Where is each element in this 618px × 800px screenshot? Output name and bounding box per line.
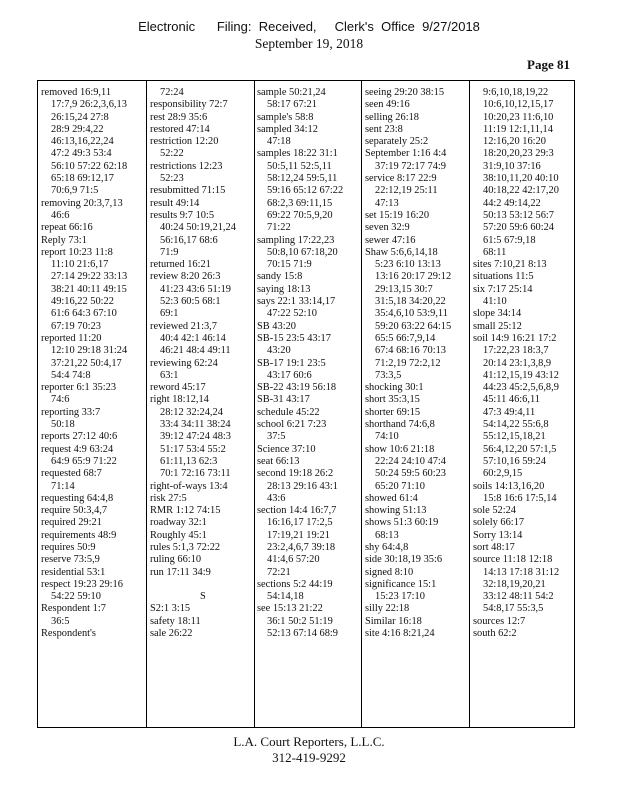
index-entry: safety 18:11 — [150, 615, 201, 627]
index-entry: reword 45:17 — [150, 382, 206, 394]
index-entry: says 22:1 33:14,17 — [257, 296, 336, 308]
index-entry-continuation: 15:8 16:6 17:5,14 — [483, 492, 557, 504]
index-entry-continuation: 31:5,18 34:20,22 — [375, 296, 446, 308]
index-entry: report 10:23 11:8 — [41, 246, 113, 258]
index-entry-continuation: 49:16,22 50:22 — [51, 296, 114, 308]
index-entry-continuation: 61:5 67:9,18 — [483, 234, 536, 246]
index-entry-continuation: 65:20 71:10 — [375, 480, 425, 492]
index-entry-continuation: 57:10,16 59:24 — [483, 455, 546, 467]
index-entry-continuation: 40:24 50:19,21,24 — [160, 222, 236, 234]
index-entry: requirements 48:9 — [41, 529, 117, 541]
index-entry-continuation: 11:10 21:6,17 — [51, 259, 109, 271]
index-entry: reporting 33:7 — [41, 406, 101, 418]
index-entry-continuation: 44:23 45:2,5,6,8,9 — [483, 382, 559, 394]
index-entry-continuation: 69:22 70:5,9,20 — [267, 209, 333, 221]
index-entry-continuation: 39:12 47:24 48:3 — [160, 431, 232, 443]
index-entry-continuation: 74:10 — [375, 431, 399, 443]
index-entry: soil 14:9 16:21 17:2 — [473, 332, 557, 344]
index-entry: rest 28:9 35:6 — [150, 111, 208, 123]
index-entry: restored 47:14 — [150, 123, 210, 135]
index-entry: showing 51:13 — [365, 505, 427, 517]
index-entry-continuation: 52:13 67:14 68:9 — [267, 628, 339, 640]
index-entry-continuation: 17:22,23 18:3,7 — [483, 345, 549, 357]
index-entry-continuation: 50:13 53:12 56:7 — [483, 209, 555, 221]
footer-phone: 312-419-9292 — [272, 750, 346, 765]
index-entry-continuation: 71:22 — [267, 222, 291, 234]
index-entry-continuation: 54:14,18 — [267, 591, 304, 603]
index-entry: see 15:13 21:22 — [257, 603, 323, 615]
index-entry-continuation: 40:4 42:1 46:14 — [160, 332, 226, 344]
index-entry: Roughly 45:1 — [150, 529, 207, 541]
index-entry: sole 52:24 — [473, 505, 517, 517]
index-entry: SB 43:20 — [257, 320, 296, 332]
index-entry-continuation: 27:14 29:22 33:13 — [51, 271, 128, 283]
index-entry: selling 26:18 — [365, 111, 419, 123]
index-entry-continuation: 36:1 50:2 51:19 — [267, 615, 333, 627]
column-divider — [469, 81, 470, 727]
index-entry-continuation: 17:19,21 19:21 — [267, 529, 330, 541]
index-entry-continuation: 16:16,17 17:2,5 — [267, 517, 333, 529]
index-entry-continuation: 50:24 59:5 60:23 — [375, 468, 447, 480]
index-entry: Respondent's — [41, 628, 96, 640]
index-entry-continuation: 11:19 12:1,11,14 — [483, 123, 553, 135]
index-entry-continuation: 12:16,20 16:20 — [483, 136, 546, 148]
index-entry: repeat 66:16 — [41, 222, 93, 234]
index-entry: reserve 73:5,9 — [41, 554, 100, 566]
index-entry: samples 18:22 31:1 — [257, 148, 338, 160]
index-entry: residential 53:1 — [41, 566, 106, 578]
index-entry-continuation: 71:2,19 72:2,12 — [375, 357, 441, 369]
index-entry-continuation: 37:21,22 50:4,17 — [51, 357, 122, 369]
index-entry: ruling 66:10 — [150, 554, 202, 566]
index-entry: responsibility 72:7 — [150, 99, 228, 111]
index-entry-continuation: 51:17 53:4 55:2 — [160, 443, 226, 455]
index-entry: short 35:3,15 — [365, 394, 420, 406]
index-entry: reporter 6:1 35:23 — [41, 382, 117, 394]
index-entry: restrictions 12:23 — [150, 160, 223, 172]
index-entry: Respondent 1:7 — [41, 603, 106, 615]
index-entry: result 49:14 — [150, 197, 200, 209]
index-entry: risk 27:5 — [150, 492, 187, 504]
index-entry: set 15:19 16:20 — [365, 209, 430, 221]
index-entry-continuation: 32:18,19,20,21 — [483, 578, 546, 590]
index-entry-continuation: 56:10 57:22 62:18 — [51, 160, 128, 172]
index-entry: returned 16:21 — [150, 259, 211, 271]
index-entry-continuation: 22:12,19 25:11 — [375, 185, 438, 197]
index-entry: results 9:7 10:5 — [150, 209, 215, 221]
index-entry-continuation: 72:24 — [160, 87, 184, 98]
index-entry-continuation: 56:16,17 68:6 — [160, 234, 218, 246]
index-entry-continuation: 46:13,16,22,24 — [51, 136, 114, 148]
index-entry-continuation: 64:9 65:9 71:22 — [51, 455, 117, 467]
index-entry: requested 68:7 — [41, 468, 102, 480]
index-entry: schedule 45:22 — [257, 406, 320, 418]
index-entry-continuation: 40:18,22 42:17,20 — [483, 185, 559, 197]
index-entry-continuation: 55:12,15,18,21 — [483, 431, 546, 443]
index-entry: second 19:18 26:2 — [257, 468, 334, 480]
index-entry: SB-15 23:5 43:17 — [257, 332, 331, 344]
index-entry: roadway 32:1 — [150, 517, 207, 529]
index-entry: service 8:17 22:9 — [365, 173, 437, 185]
index-entry: Reply 73:1 — [41, 234, 87, 246]
index-entry-continuation: 10:6,10,12,15,17 — [483, 99, 554, 111]
index-entry: request 4:9 63:24 — [41, 443, 114, 455]
index-entry-continuation: 50:5,11 52:5,11 — [267, 160, 332, 172]
index-entry-continuation: 67:4 68:16 70:13 — [375, 345, 447, 357]
index-entry: resubmitted 71:15 — [150, 185, 226, 197]
index-entry: require 50:3,4,7 — [41, 505, 108, 517]
index-entry: sale 26:22 — [150, 628, 193, 640]
index-entry-continuation: 31:9,10 37:16 — [483, 160, 541, 172]
index-entry-continuation: 50:18 — [51, 419, 75, 431]
index-entry: sampled 34:12 — [257, 123, 318, 135]
index-entry-continuation: 41:12,15,19 43:12 — [483, 369, 559, 381]
index-entry-continuation: 59:20 63:22 64:15 — [375, 320, 452, 332]
index-entry: silly 22:18 — [365, 603, 410, 615]
index-entry: sources 12:7 — [473, 615, 526, 627]
index-entry-continuation: 13:16 20:17 29:12 — [375, 271, 452, 283]
index-entry: required 29:21 — [41, 517, 102, 529]
index-entry-continuation: 68:11 — [483, 246, 507, 258]
index-entry-continuation: 54:8,17 55:3,5 — [483, 603, 544, 615]
index-entry-continuation: 69:1 — [160, 308, 179, 320]
index-entry: Science 37:10 — [257, 443, 316, 455]
index-entry-continuation: 68:2,3 69:11,15 — [267, 197, 333, 209]
index-entry: shorter 69:15 — [365, 406, 421, 418]
index-entry-continuation: 23:2,4,6,7 39:18 — [267, 541, 336, 553]
index-entry: seat 66:13 — [257, 455, 300, 467]
index-entry-continuation: 56:4,12,20 57:1,5 — [483, 443, 557, 455]
footer-company: L.A. Court Reporters, L.L.C. — [233, 734, 385, 749]
index-entry: site 4:16 8:21,24 — [365, 628, 435, 640]
index-entry: September 1:16 4:4 — [365, 148, 447, 160]
index-column-2 — [150, 87, 236, 640]
index-entry: sample 50:21,24 — [257, 87, 326, 98]
index-entry: Similar 16:18 — [365, 615, 422, 627]
index-entry: sewer 47:16 — [365, 234, 416, 246]
index-entry: separately 25:2 — [365, 136, 429, 148]
index-entry: showed 61:4 — [365, 492, 418, 504]
index-entry-continuation: 41:4,6 57:20 — [267, 554, 320, 566]
index-column-1 — [41, 87, 127, 640]
index-column-4 — [365, 87, 451, 640]
index-entry-continuation: 71:14 — [51, 480, 75, 492]
index-entry: sandy 15:8 — [257, 271, 303, 283]
index-entry: saying 18:13 — [257, 283, 311, 295]
index-entry: requesting 64:4,8 — [41, 492, 114, 504]
index-entry-continuation: 47:3 49:4,11 — [483, 406, 536, 418]
index-entry-continuation: 71:9 — [160, 246, 179, 258]
filing-header: Electronic Filing: Received, Clerk's Office 9/27/2018 — [138, 19, 480, 34]
index-entry-continuation: 58:17 67:21 — [267, 99, 317, 111]
index-entry: sample's 58:8 — [257, 111, 314, 123]
index-entry: school 6:21 7:23 — [257, 419, 327, 431]
index-entry-continuation: 43:20 — [267, 345, 291, 357]
index-entry-continuation: 54:4 74:8 — [51, 369, 91, 381]
index-entry-continuation: 33:12 48:11 54:2 — [483, 591, 554, 603]
index-entry: requires 50:9 — [41, 541, 96, 553]
filing-date: September 19, 2018 — [254, 36, 364, 51]
index-entry-continuation: 22:24 24:10 47:4 — [375, 455, 447, 467]
index-entry-continuation: 20:14 23:1,3,8,9 — [483, 357, 552, 369]
index-entry: SB-22 43:19 56:18 — [257, 382, 337, 394]
index-entry-continuation: 70:6,9 71:5 — [51, 185, 99, 197]
index-entry-continuation: 63:1 — [160, 369, 179, 381]
index-entry-continuation: 47:2 49:3 53:4 — [51, 148, 112, 160]
index-entry: respect 19:23 29:16 — [41, 578, 123, 590]
index-entry-continuation: 38:21 40:11 49:15 — [51, 283, 127, 295]
index-entry: RMR 1:12 74:15 — [150, 505, 221, 517]
index-entry-continuation: 38:10,11,20 40:10 — [483, 173, 559, 185]
index-entry: shorthand 74:6,8 — [365, 419, 435, 431]
index-entry: source 11:18 12:18 — [473, 554, 553, 566]
index-entry-continuation: 17:7,9 26:2,3,6,13 — [51, 99, 127, 111]
index-entry-continuation: 65:5 66:7,9,14 — [375, 332, 436, 344]
index-entry: S2:1 3:15 — [150, 603, 191, 615]
index-entry-continuation: 72:21 — [267, 566, 291, 578]
index-entry-continuation: 54:14,22 55:6,8 — [483, 419, 549, 431]
index-entry-continuation: 60:2,9,15 — [483, 468, 523, 480]
index-entry-continuation: 14:13 17:18 31:12 — [483, 566, 560, 578]
index-entry: shows 51:3 60:19 — [365, 517, 439, 529]
index-entry: slope 34:14 — [473, 308, 522, 320]
index-entry-continuation: 28:13 29:16 43:1 — [267, 480, 339, 492]
index-entry-continuation: 47:18 — [267, 136, 291, 148]
index-entry: review 8:20 26:3 — [150, 271, 221, 283]
index-entry-continuation: 15:23 17:10 — [375, 591, 425, 603]
index-entry-continuation: 9:6,10,18,19,22 — [483, 87, 549, 98]
index-entry: right 18:12,14 — [150, 394, 209, 406]
index-entry-continuation: 33:4 34:11 38:24 — [160, 419, 231, 431]
index-entry-continuation: 26:15,24 27:8 — [51, 111, 109, 123]
index-entry: show 10:6 21:18 — [365, 443, 435, 455]
index-entry-continuation: 52:3 60:5 68:1 — [160, 296, 221, 308]
index-column-3 — [257, 87, 343, 640]
index-entry-continuation: 12:10 29:18 31:24 — [51, 345, 128, 357]
index-entry-continuation: 61:11,13 62:3 — [160, 455, 218, 467]
index-entry: removed 16:9,11 — [41, 87, 112, 98]
index-entry: situations 11:5 — [473, 271, 534, 283]
index-entry-continuation: 46:21 48:4 49:11 — [160, 345, 231, 357]
index-entry: SB-31 43:17 — [257, 394, 310, 406]
index-entry-continuation: 28:12 32:24,24 — [160, 406, 223, 418]
index-entry-continuation: 58:12,24 59:5,11 — [267, 173, 338, 185]
index-entry: Shaw 5:6,6,14,18 — [365, 246, 438, 258]
index-entry-continuation: 45:11 46:6,11 — [483, 394, 540, 406]
index-column-5 — [473, 87, 559, 640]
index-entry: reviewed 21:3,7 — [150, 320, 217, 332]
index-entry: shy 64:4,8 — [365, 541, 409, 553]
index-entry-continuation: 35:4,6,10 53:9,11 — [375, 308, 448, 320]
index-entry: seen 49:16 — [365, 99, 410, 111]
index-entry-continuation: 41:23 43:6 51:19 — [160, 283, 232, 295]
index-entry-continuation: 74:6 — [51, 394, 70, 406]
index-entry: small 25:12 — [473, 320, 522, 332]
index-entry-continuation: 70:15 71:9 — [267, 259, 312, 271]
index-entry: seeing 29:20 38:15 — [365, 87, 445, 98]
index-entry: sites 7:10,21 8:13 — [473, 259, 547, 271]
index-entry-continuation: 44:2 49:14,22 — [483, 197, 541, 209]
page-number: Page 81 — [527, 57, 570, 72]
index-entry-continuation: 43:6 — [267, 492, 286, 504]
index-entry-continuation: 10:20,23 11:6,10 — [483, 111, 554, 123]
index-entry-continuation: 65:18 69:12,17 — [51, 173, 114, 185]
index-entry-continuation: 37:19 72:17 74:9 — [375, 160, 447, 172]
index-entry: rules 5:1,3 72:22 — [150, 541, 221, 553]
index-entry: seven 32:9 — [365, 222, 410, 234]
index-entry: sampling 17:22,23 — [257, 234, 335, 246]
index-entry: south 62:2 — [473, 628, 517, 640]
index-entry-continuation: 46:6 — [51, 209, 70, 221]
index-entry: shocking 30:1 — [365, 382, 424, 394]
index-entry-continuation: 47:22 52:10 — [267, 308, 317, 320]
index-entry: sent 23:8 — [365, 123, 403, 135]
index-entry-continuation: 70:1 72:16 73:11 — [160, 468, 231, 480]
column-divider — [146, 81, 147, 727]
index-entry-continuation: 41:10 — [483, 296, 507, 308]
index-entry-continuation: 52:23 — [160, 173, 184, 185]
index-entry: run 17:11 34:9 — [150, 566, 211, 578]
index-entry-continuation: 37:5 — [267, 431, 286, 443]
index-entry-continuation: 54:22 59:10 — [51, 591, 101, 603]
index-entry-continuation: 67:19 70:23 — [51, 320, 101, 332]
index-entry-continuation: 29:13,15 30:7 — [375, 283, 433, 295]
index-entry: removing 20:3,7,13 — [41, 197, 123, 209]
column-divider — [254, 81, 255, 727]
index-entry: SB-17 19:1 23:5 — [257, 357, 326, 369]
index-entry: restriction 12:20 — [150, 136, 219, 148]
index-entry-continuation: 57:20 59:6 60:24 — [483, 222, 555, 234]
index-entry: soils 14:13,16,20 — [473, 480, 545, 492]
index-entry-continuation: 28:9 29:4,22 — [51, 123, 104, 135]
index-entry-continuation: 5:23 6:10 13:13 — [375, 259, 441, 271]
index-entry-continuation: 73:3,5 — [375, 369, 402, 381]
index-entry-continuation: 47:13 — [375, 197, 399, 209]
index-entry: reviewing 62:24 — [150, 357, 218, 369]
index-entry: side 30:18,19 35:6 — [365, 554, 443, 566]
column-divider — [361, 81, 362, 727]
index-entry-continuation: 18:20,20,23 29:3 — [483, 148, 554, 160]
index-entry: signed 8:10 — [365, 566, 414, 578]
index-entry-continuation: 36:5 — [51, 615, 70, 627]
index-entry-continuation: 50:8,10 67:18,20 — [267, 246, 338, 258]
index-entry: sort 48:17 — [473, 541, 515, 553]
index-entry: reported 11:20 — [41, 332, 102, 344]
index-entry: Sorry 13:14 — [473, 529, 523, 541]
index-entry-continuation: 61:6 64:3 67:10 — [51, 308, 117, 320]
index-table — [37, 80, 575, 728]
index-entry-continuation: 59:16 65:12 67:22 — [267, 185, 344, 197]
index-entry: section 14:4 16:7,7 — [257, 505, 337, 517]
index-entry: solely 66:17 — [473, 517, 525, 529]
index-entry: reports 27:12 40:6 — [41, 431, 118, 443]
index-entry-continuation: 52:22 — [160, 148, 184, 160]
index-entry: significance 15:1 — [365, 578, 437, 590]
index-entry-continuation: 68:13 — [375, 529, 399, 541]
index-entry: six 7:17 25:14 — [473, 283, 533, 295]
index-entry: right-of-ways 13:4 — [150, 480, 228, 492]
section-letter: S — [200, 591, 206, 603]
index-entry: sections 5:2 44:19 — [257, 578, 333, 590]
index-entry-continuation: 43:17 60:6 — [267, 369, 312, 381]
